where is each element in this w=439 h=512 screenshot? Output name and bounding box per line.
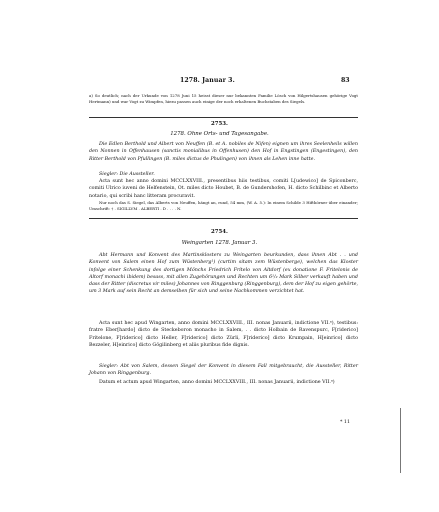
doc-2754-summary: Abt Hermann und Konvent des Martinsklosters zu Weingarten beurkunden, dass ihnen Abt . . und Konvent von Salem einen Hof zum Wüstenberg¹) (curtim sitam zem Wüstenberge), welchen das Kloster infolge einer Schenkung des dortigen Mönchs Friedrich Fritelo von Altdorf (ex donatione F. Fritelonis de Altorf monachi ibidem) besass, mit allen Zugehörungen und Rechten um 6¹/₂ Mark Silber verkauft haben und dass der Ritter (discretus vir miles) Johannes von Ringgenburg (Ringgenburg), dem der Hof zu eigen gehörte, um 3 Mark auf sein Recht an demselben für sich und seine Nachkommen verzichtet hat. — [89, 253, 358, 295]
doc-2753-subtitle: 1278. Ohne Orts- und Tagesangabe. — [170, 131, 269, 137]
page-mark: * 11 — [340, 420, 351, 425]
doc-2754-witnesses: Acta sunt hec apud Wingarten, anno domini MCCLXXVIII., III. nonas Januarii, indictione VII.ᵃ), testibus: fratre Eber[hardo] dicto de Steckeboron monacho in Salem, . . dicto Holbain de Ravenspurc, F[riderico] Fritelone, F[riderico] dicto Heller, F[riderico] dicto Zürli, F[riderico] dicto Krumpain, H[einrico] dicto Bezzeler, H[einrico] dicto Gögilinberg et aliis pluribus fide dignis. — [89, 321, 358, 348]
section-divider — [89, 117, 358, 118]
section-divider — [89, 218, 358, 219]
scan-crease-line — [400, 408, 401, 473]
page-number: 83 — [341, 77, 350, 84]
doc-2754-datum: Datum et actum apud Wingarten, anno domini MCCLXXVIII., III. nonas Januarii, indictione VII.ᵃ) — [99, 380, 335, 385]
page-header — [0, 77, 439, 87]
doc-2753-body: Acta sunt hec anno domini MCCLXXVIII., presentibus hiis testibus, comiti L[udewico] de Spiconberc, comiti Ulrico iuveni de Helfenstein, Ot. miles dicto Houbet, B. de Gundershofen, H. dicto Schilbinc et Alberto notario, qui scribi hanc litteram procuravit. — [89, 179, 358, 199]
header-date: 1278. Januar 3. — [180, 77, 235, 84]
doc-number-2753: 2753. — [211, 121, 228, 127]
doc-2754-subtitle: Weingarten 1278. Januar 3. — [181, 240, 258, 246]
doc-number-2754: 2754. — [211, 229, 228, 235]
doc-2753-sealer: Siegler: Die Aussteller. — [99, 172, 155, 177]
doc-2753-seal-note: Nur noch das S. Siegel, das Alberts von Neuffen, hängt an, rund, 54 mm, (W. A. 5.): In einem Schilde 3 Hifthörner über einander; Umschrift: † . SIGILLVM . ALBERTI . D . . . . N. — [89, 200, 358, 212]
top-footnote: a) So deutlich; nach der Urkunde von 1278 Juni 15 heisst dieser nur bekannten Familie Lösch von Hilgertshausen gehörige Vogt Hertmann) und war Vogt zu Wimpfen, hiezu passen auch einige der noch erhaltenen Buchstaben des Siegels. — [89, 93, 358, 105]
doc-2753-summary: Die Edlen Berthold und Albert von Neuffen (B. et A. nobiles de Nifen) eignen um ihres Seelenheils willen den Nonnen in Offenhausen (sanctis monialibus in Offenhusen) den Hof in Engstingen (Engestingen), den Ritter Berthold von Pfullingen (B. miles dictus de Phulingen) von ihnen als Lehen inne hatte. — [89, 142, 358, 162]
doc-2754-sealer: Siegler: Abt von Salem, dessen Siegel der Konvent in diesem Fall mitgebraucht, die Aussteller, Ritter Johann von Ringgenburg. — [89, 364, 358, 377]
